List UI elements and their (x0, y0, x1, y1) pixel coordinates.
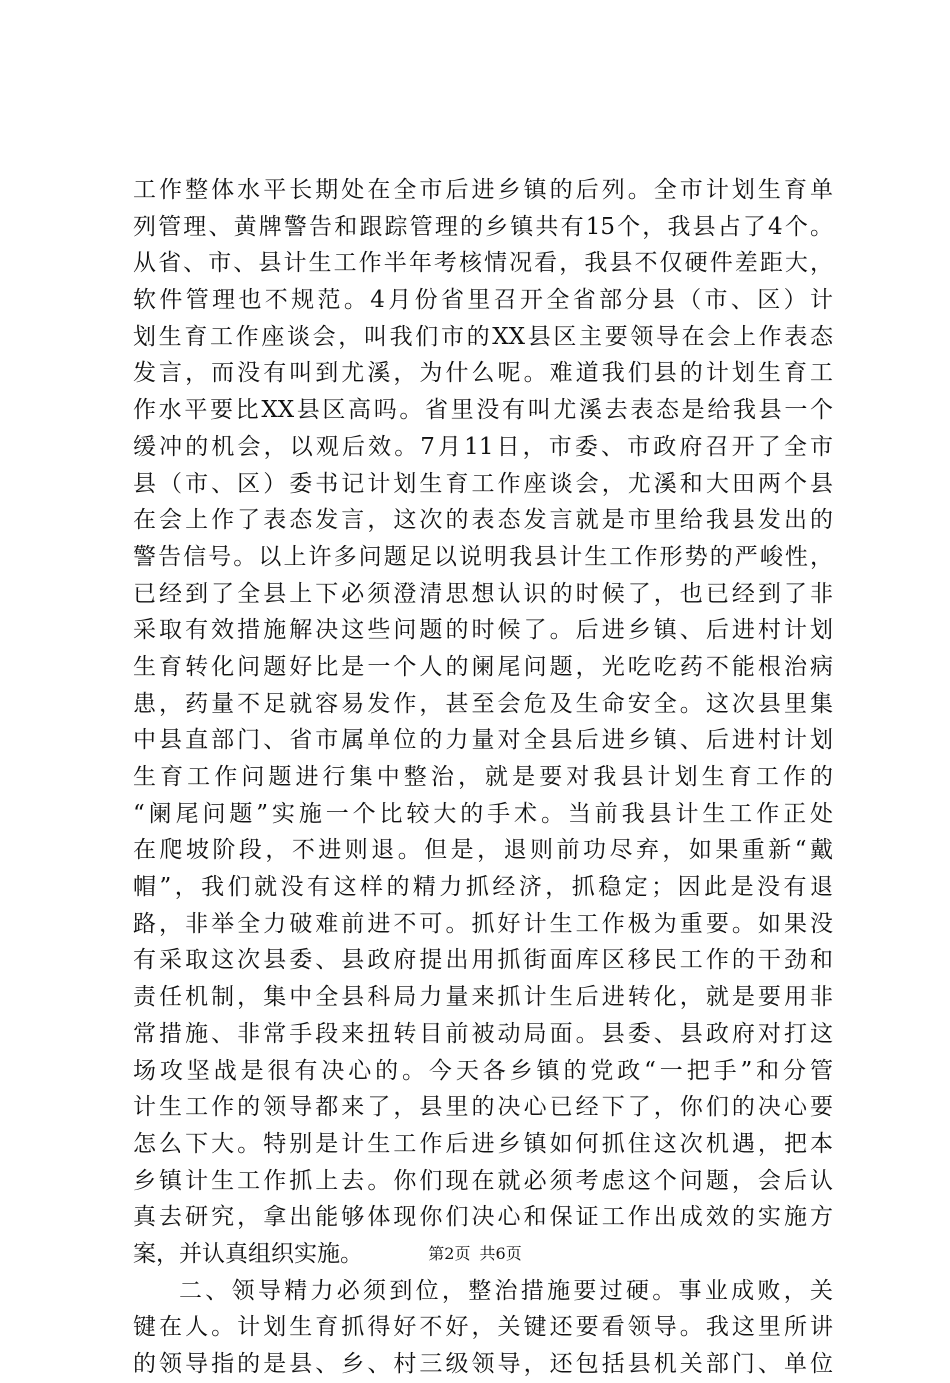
text-line: 从省、市、县计生工作半年考核情况看，我县不仅硬件差距大， (133, 250, 833, 277)
text-line: 的领导指的是县、乡、村三级领导，还包括县机关部门、单位 (133, 1351, 833, 1377)
text-line: 在会上作了表态发言，这次的表态发言就是市里给我县发出的 (133, 507, 833, 534)
page-footer (0, 1244, 950, 1264)
paragraph-start-line: 二、领导精力必须到位，整治措施要过硬。事业成败，关 (179, 1277, 833, 1304)
text-line: 患，药量不足就容易发作，甚至会危及生命安全。这次县里集 (133, 690, 833, 717)
text-line: 警告信号。以上许多问题足以说明我县计生工作形势的严峻性， (133, 543, 833, 570)
text-line: 计生工作的领导都来了，县里的决心已经下了，你们的决心要 (133, 1094, 833, 1121)
text-line: “阑尾问题”实施一个比较大的手术。当前我县计生工作正处 (133, 800, 833, 827)
text-line: 生育工作问题进行集中整治，就是要对我县计划生育工作的 (133, 764, 833, 790)
text-line: 生育转化问题好比是一个人的阑尾问题，光吃吃药不能根治病 (133, 653, 833, 680)
text-line: 乡镇计生工作抓上去。你们现在就必须考虑这个问题，会后认 (133, 1167, 833, 1194)
text-line: 在爬坡阶段，不进则退。但是，退则前功尽弃，如果重新“戴 (133, 837, 833, 864)
text-line: 缓冲的机会，以观后效。7月11日，市委、市政府召开了全市 (133, 433, 833, 460)
text-line: 列管理、黄牌警告和跟踪管理的乡镇共有15个，我县占了4个。 (133, 213, 833, 240)
text-line: 软件管理也不规范。4月份省里召开全省部分县（市、区）计 (133, 287, 833, 314)
text-line: 怎么下大。特别是计生工作后进乡镇如何抓住这次机遇，把本 (133, 1130, 833, 1157)
text-line: 键在人。计划生育抓得好不好，关键还要看领导。我这里所讲 (133, 1314, 833, 1341)
text-line: 场攻坚战是很有决心的。今天各乡镇的党政“一把手”和分管 (133, 1057, 833, 1084)
paragraph-end-line: 案，并认真组织实施。 (133, 1240, 363, 1267)
text-line: 已经到了全县上下必须澄清思想认识的时候了，也已经到了非 (133, 580, 833, 607)
text-line: 划生育工作座谈会，叫我们市的XX县区主要领导在会上作表态 (133, 323, 833, 350)
total-pages: 共6页 (479, 1244, 522, 1263)
text-line: 中县直部门、省市属单位的力量对全县后进乡镇、后进村计划 (133, 727, 833, 754)
body-text (133, 172, 833, 1383)
text-line: 发言，而没有叫到尤溪，为什么呢。难道我们县的计划生育工 (133, 360, 833, 387)
text-line: 作水平要比XX县区高吗。省里没有叫尤溪去表态是给我县一个 (133, 397, 833, 424)
text-line: 真去研究，拿出能够体现你们决心和保证工作出成效的实施方 (133, 1204, 833, 1231)
text-line: 责任机制，集中全县科局力量来抓计生后进转化，就是要用非 (133, 984, 833, 1011)
text-line: 有采取这次县委、县政府提出用抓街面库区移民工作的干劲和 (133, 947, 833, 974)
text-line: 帽”，我们就没有这样的精力抓经济，抓稳定；因此是没有退 (133, 874, 833, 901)
text-line: 县（市、区）委书记计划生育工作座谈会，尤溪和大田两个县 (133, 470, 833, 497)
text-line: 采取有效措施解决这些问题的时候了。后进乡镇、后进村计划 (133, 617, 833, 644)
text-line: 常措施、非常手段来扭转目前被动局面。县委、县政府对打这 (133, 1020, 833, 1047)
text-line: 路，非举全力破难前进不可。抓好计生工作极为重要。如果没 (133, 910, 833, 937)
text-line: 工作整体水平长期处在全市后进乡镇的后列。全市计划生育单 (133, 177, 833, 203)
page-number: 第2页 (428, 1244, 471, 1263)
